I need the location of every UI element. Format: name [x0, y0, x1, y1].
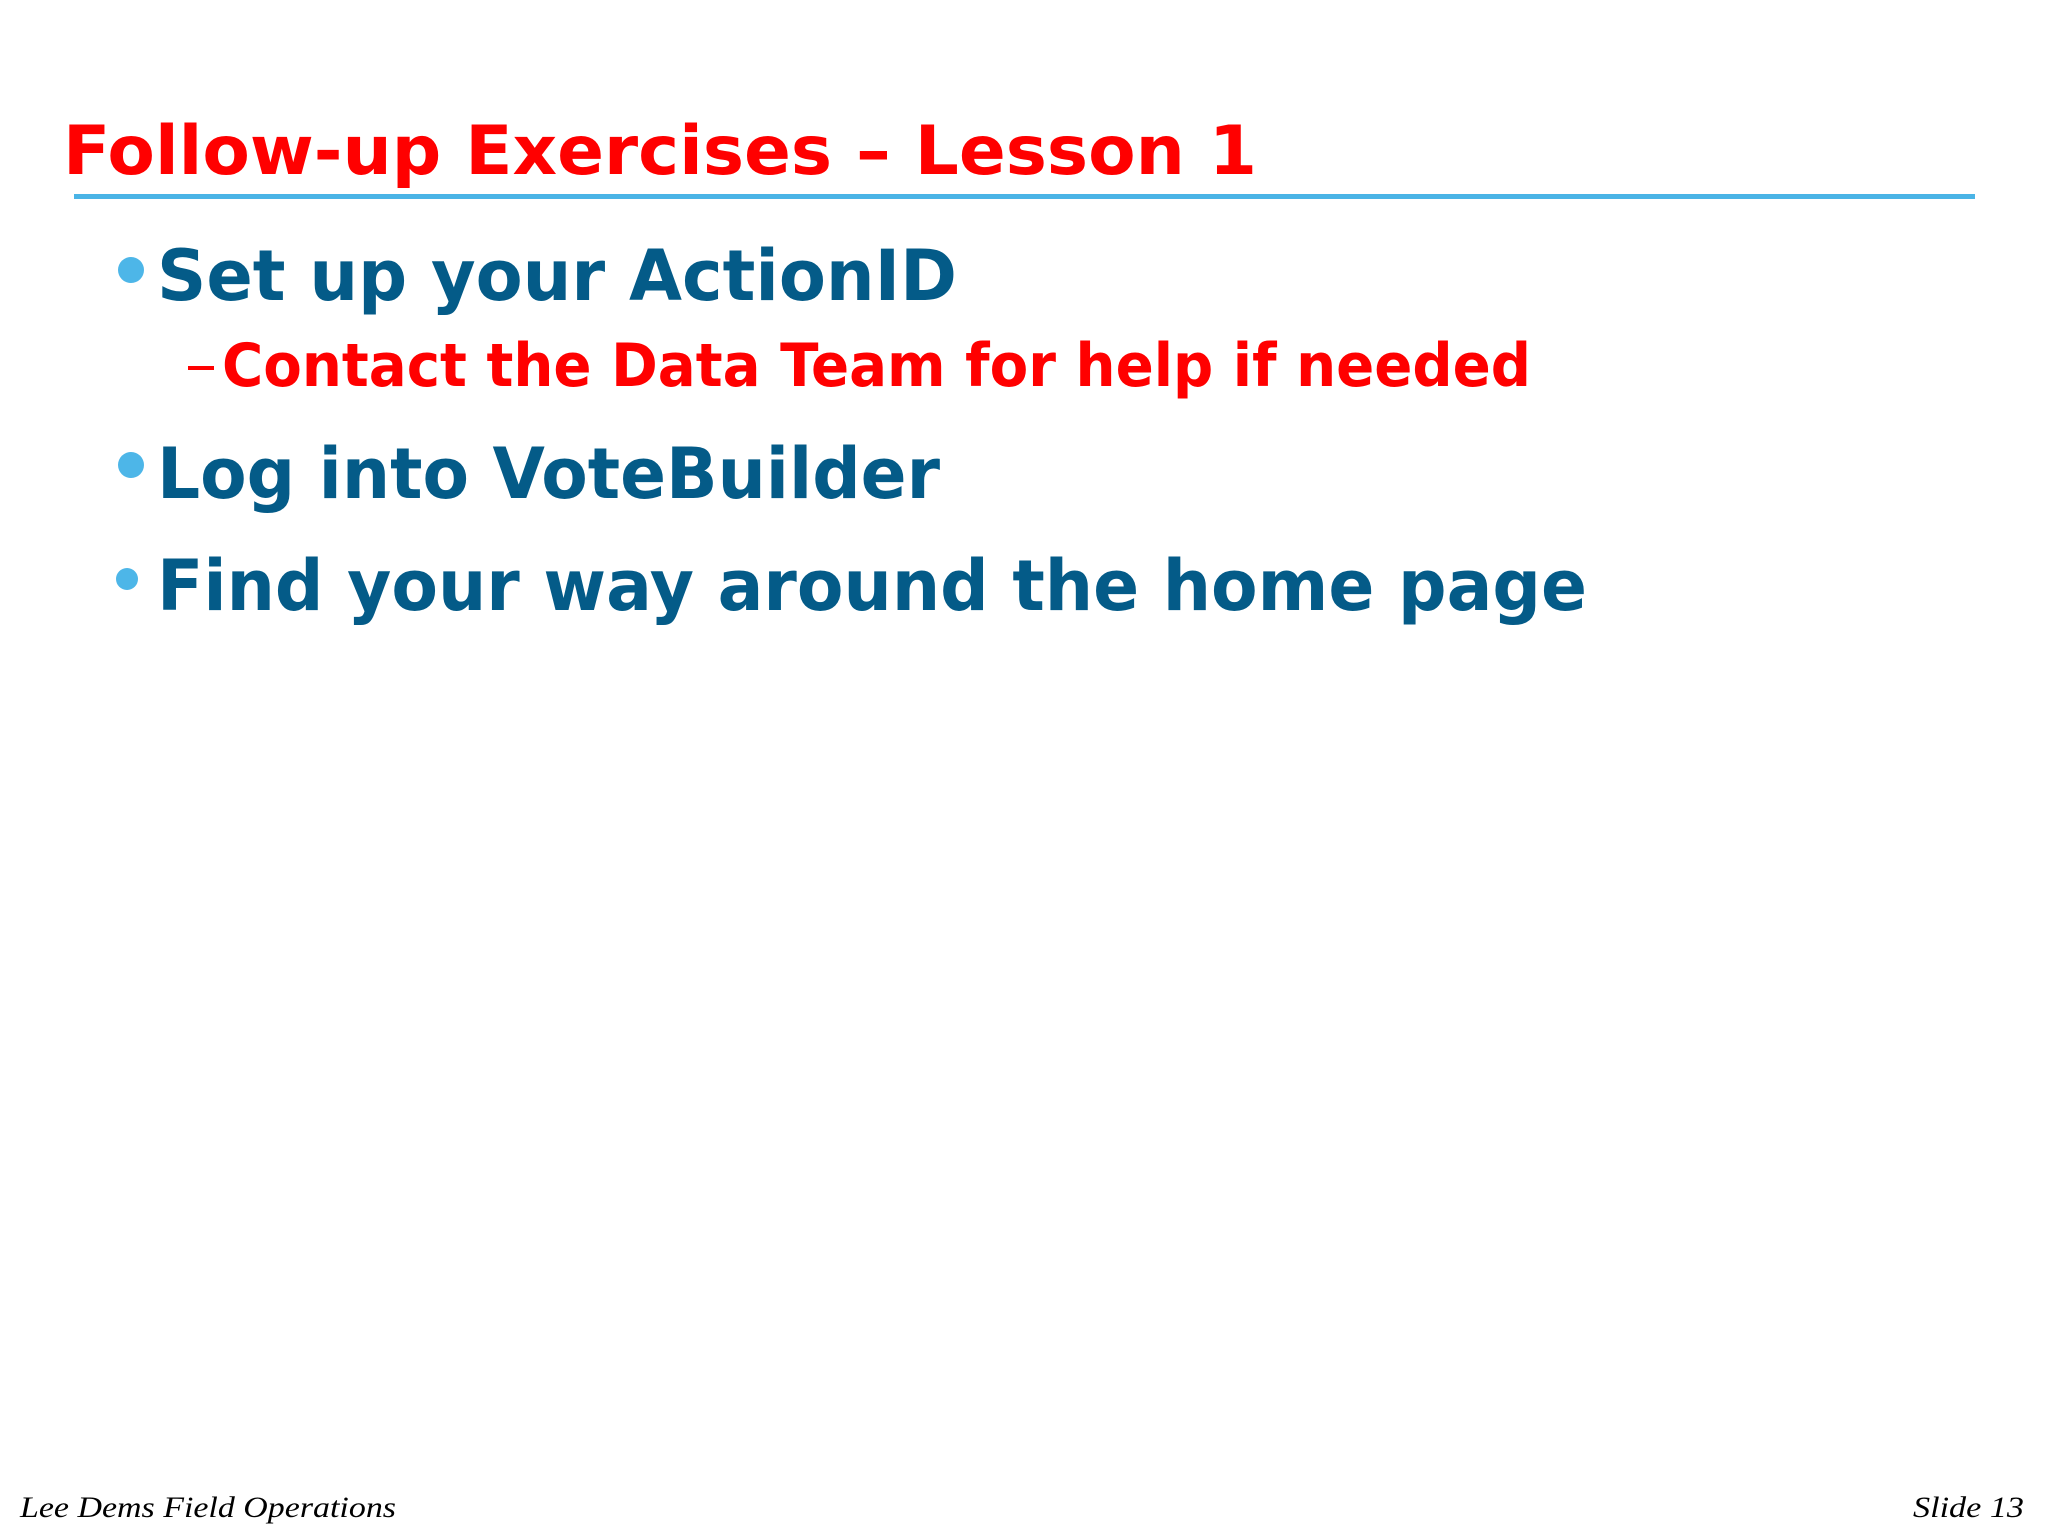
bullet-icon: [116, 568, 138, 590]
bullet-icon: [118, 452, 144, 478]
bullet-icon: [118, 257, 144, 283]
title-divider: [74, 194, 1975, 199]
sub-bullet-dash-icon: [188, 366, 214, 370]
bullet-item: Set up your ActionID: [157, 235, 957, 317]
bullet-item: Log into VoteBuilder: [157, 433, 940, 515]
footer-organization: Lee Dems Field Operations: [20, 1491, 396, 1524]
slide-title: Follow-up Exercises – Lesson 1: [63, 112, 1257, 191]
slide-number: Slide 13: [1913, 1491, 2024, 1524]
sub-bullet-item: Contact the Data Team for help if needed: [222, 331, 1531, 401]
bullet-item: Find your way around the home page: [157, 545, 1587, 627]
